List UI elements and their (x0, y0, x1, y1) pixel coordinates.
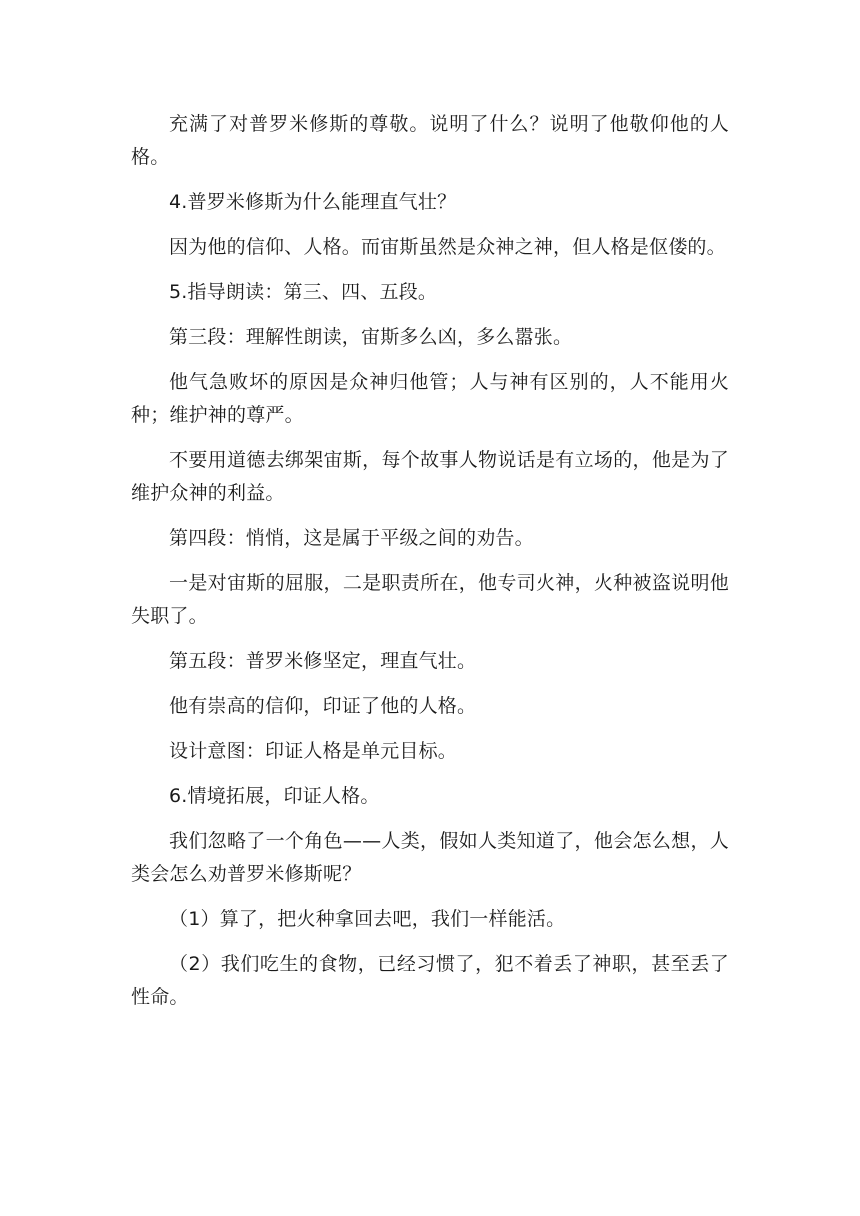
section-heading: 5.指导朗读：第三、四、五段。 (169, 281, 438, 303)
paragraph: 第四段：悄悄，这是属于平级之间的劝告。 (169, 527, 534, 549)
paragraph: 充满了对普罗米修斯的尊敬。说明了什么？说明了他敬仰他的人格。 (131, 113, 729, 168)
document-body (131, 108, 729, 1026)
paragraph: 设计意图：印证人格是单元目标。 (169, 740, 458, 762)
list-item: （2）我们吃生的食物，已经习惯了，犯不着丢了神职，甚至丢了性命。 (131, 953, 729, 1008)
question-heading: 4.普罗米修斯为什么能理直气壮？ (169, 191, 457, 213)
list-item: （1）算了，把火种拿回去吧，我们一样能活。 (169, 908, 566, 930)
paragraph: 我们忽略了一个角色——人类，假如人类知道了，他会怎么想，人类会怎么劝普罗米修斯呢？ (131, 830, 729, 885)
paragraph: 不要用道德去绑架宙斯，每个故事人物说话是有立场的，他是为了维护众神的利益。 (131, 449, 729, 504)
paragraph: 因为他的信仰、人格。而宙斯虽然是众神之神，但人格是伛偻的。 (169, 236, 726, 258)
paragraph: 第三段：理解性朗读，宙斯多么凶，多么嚣张。 (169, 326, 573, 348)
paragraph: 他气急败坏的原因是众神归他管；人与神有区别的，人不能用火种；维护神的尊严。 (131, 371, 729, 426)
section-heading: 6.情境拓展，印证人格。 (169, 785, 380, 807)
paragraph: 一是对宙斯的屈服，二是职责所在，他专司火神，火种被盗说明他失职了。 (131, 572, 729, 627)
paragraph: 他有崇高的信仰，印证了他的人格。 (169, 695, 477, 717)
paragraph: 第五段：普罗米修坚定，理直气壮。 (169, 650, 477, 672)
